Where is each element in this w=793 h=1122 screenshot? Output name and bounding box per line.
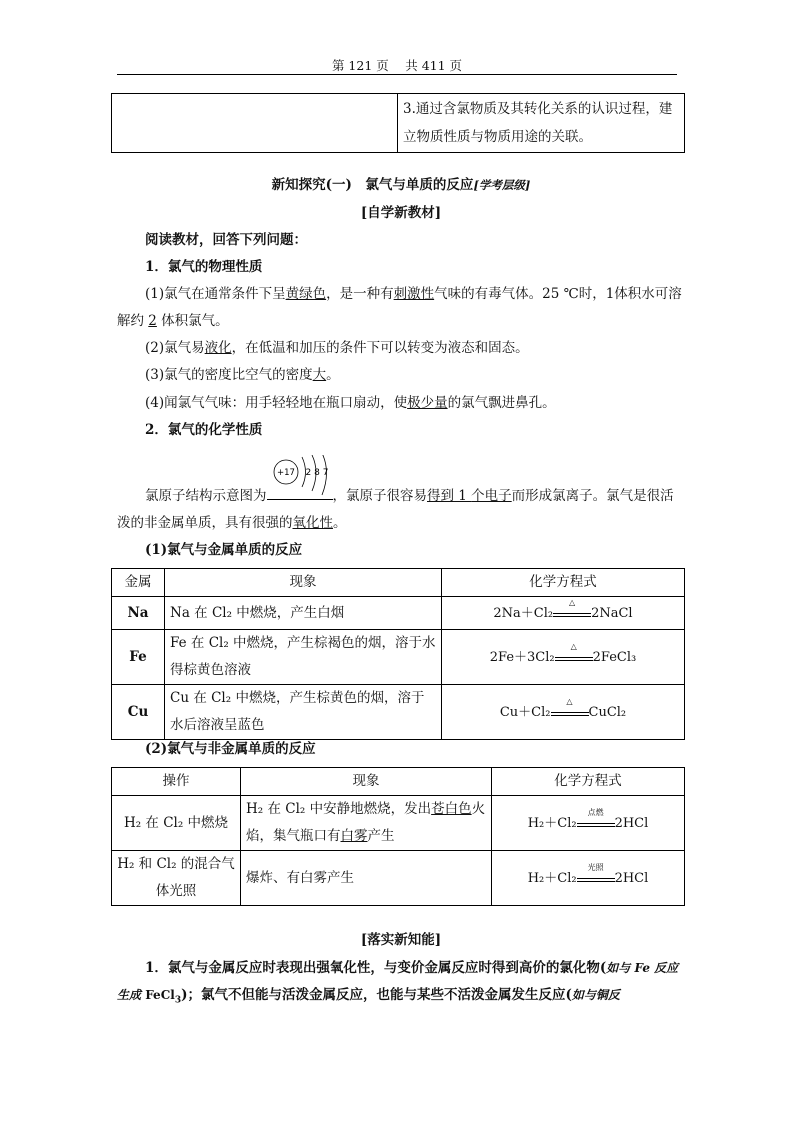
answer-smell: 刺激性 [393,286,435,302]
nonmetal-reaction-table [111,767,685,906]
heading-chemical: 2．氯气的化学性质 [145,422,263,438]
equation: Cu＋Cl₂ △ CuCl₂ [442,685,685,740]
sub-heading-metal: (1)氯气与金属单质的反应 [145,542,303,558]
nucleus-charge: +17 [277,468,295,478]
table-row: Cu Cu 在 Cl₂ 中燃烧，产生棕黄色的烟，溶于水后溶液呈蓝色 Cu＋Cl₂ △ CuCl₂ [112,685,685,740]
objectives-right-cell: 3.通过含氯物质及其转化关系的认识过程，建立物质性质与物质用途的关联。 [398,94,685,153]
answer-color: 黄绿色 [285,286,327,302]
metal-table-header: 金属 现象 化学方程式 [112,569,685,597]
para-2: (2)氯气易液化，在低温和加压的条件下可以转变为液态和固态。 [145,340,529,356]
metal-reaction-table [111,568,685,740]
final-paragraph: 1．氯气与金属反应时表现出强氧化性，与变价金属反应时得到高价的氯化物(如与 Fe 反应生成 FeCl$_3$)；氯气不但能与活泼金属反应，也能与某些不活泼金属发生反应(如与铜反 [117,960,679,1006]
equation: H₂＋Cl₂ 光照 2HCl [492,851,685,906]
para-3: (3)氯气的密度比空气的密度大。 [145,367,340,383]
intro-text: 阅读教材，回答下列问题： [145,232,307,248]
sub-heading-nonmetal: (2)氯气与非金属单质的反应 [145,741,316,757]
equation: 2Na＋Cl₂ △ 2NaCl [442,597,685,630]
header-rule [117,74,677,75]
objectives-left-cell [112,94,398,153]
equation: H₂＋Cl₂ 点燃 2HCl [492,796,685,851]
para-5: 氯原子结构示意图为 ，氯原子很容易得到 1 个电子而形成氯离子。氯气是很活泼的非金属单质，具有很强的氧化性。 [117,483,685,537]
equation: 2Fe＋3Cl₂ △ 2FeCl₃ [442,630,685,685]
shell-electrons: 2 8 7 [305,468,329,478]
table-row: H₂ 在 Cl₂ 中燃烧 H₂ 在 Cl₂ 中安静地燃烧，发出苍白色火焰，集气瓶口有白雾产生 H₂＋Cl₂ 点燃 2HCl [112,796,685,851]
diagram-blank [267,485,333,500]
para-4: (4)闻氯气气味：用手轻轻地在瓶口扇动，使极少量的氯气飘进鼻孔。 [145,395,556,411]
section-subtitle: [自学新教材] [360,205,442,221]
para-1: (1)氯气在通常条件下呈黄绿色，是一种有刺激性气味的有毒气体。25 ℃时，1体积水可溶解约 2 体积氯气。 [117,286,682,329]
table-row: Fe Fe 在 Cl₂ 中燃烧，产生棕褐色的烟，溶于水得棕黄色溶液 2Fe＋3Cl₂ △ 2FeCl₃ [112,630,685,685]
nonmetal-table-header: 操作 现象 化学方程式 [112,768,685,796]
table-row: H₂ 和 Cl₂ 的混合气体光照 爆炸、有白雾产生 H₂＋Cl₂ 光照 2HCl [112,851,685,906]
heading-physical: 1．氯气的物理性质 [145,259,263,275]
section-title: 新知探究(一) 氯气与单质的反应[学考层级] [271,177,531,193]
table-row: Na Na 在 Cl₂ 中燃烧，产生白烟 2Na＋Cl₂ △ 2NaCl [112,597,685,630]
section-subtitle-2: [落实新知能] [360,932,442,948]
answer-volume: 2 [148,313,157,329]
page-header: 第 121 页 共 411 页 [331,58,463,73]
objectives-table [111,93,685,153]
level-tag: [学考层级] [473,178,531,192]
